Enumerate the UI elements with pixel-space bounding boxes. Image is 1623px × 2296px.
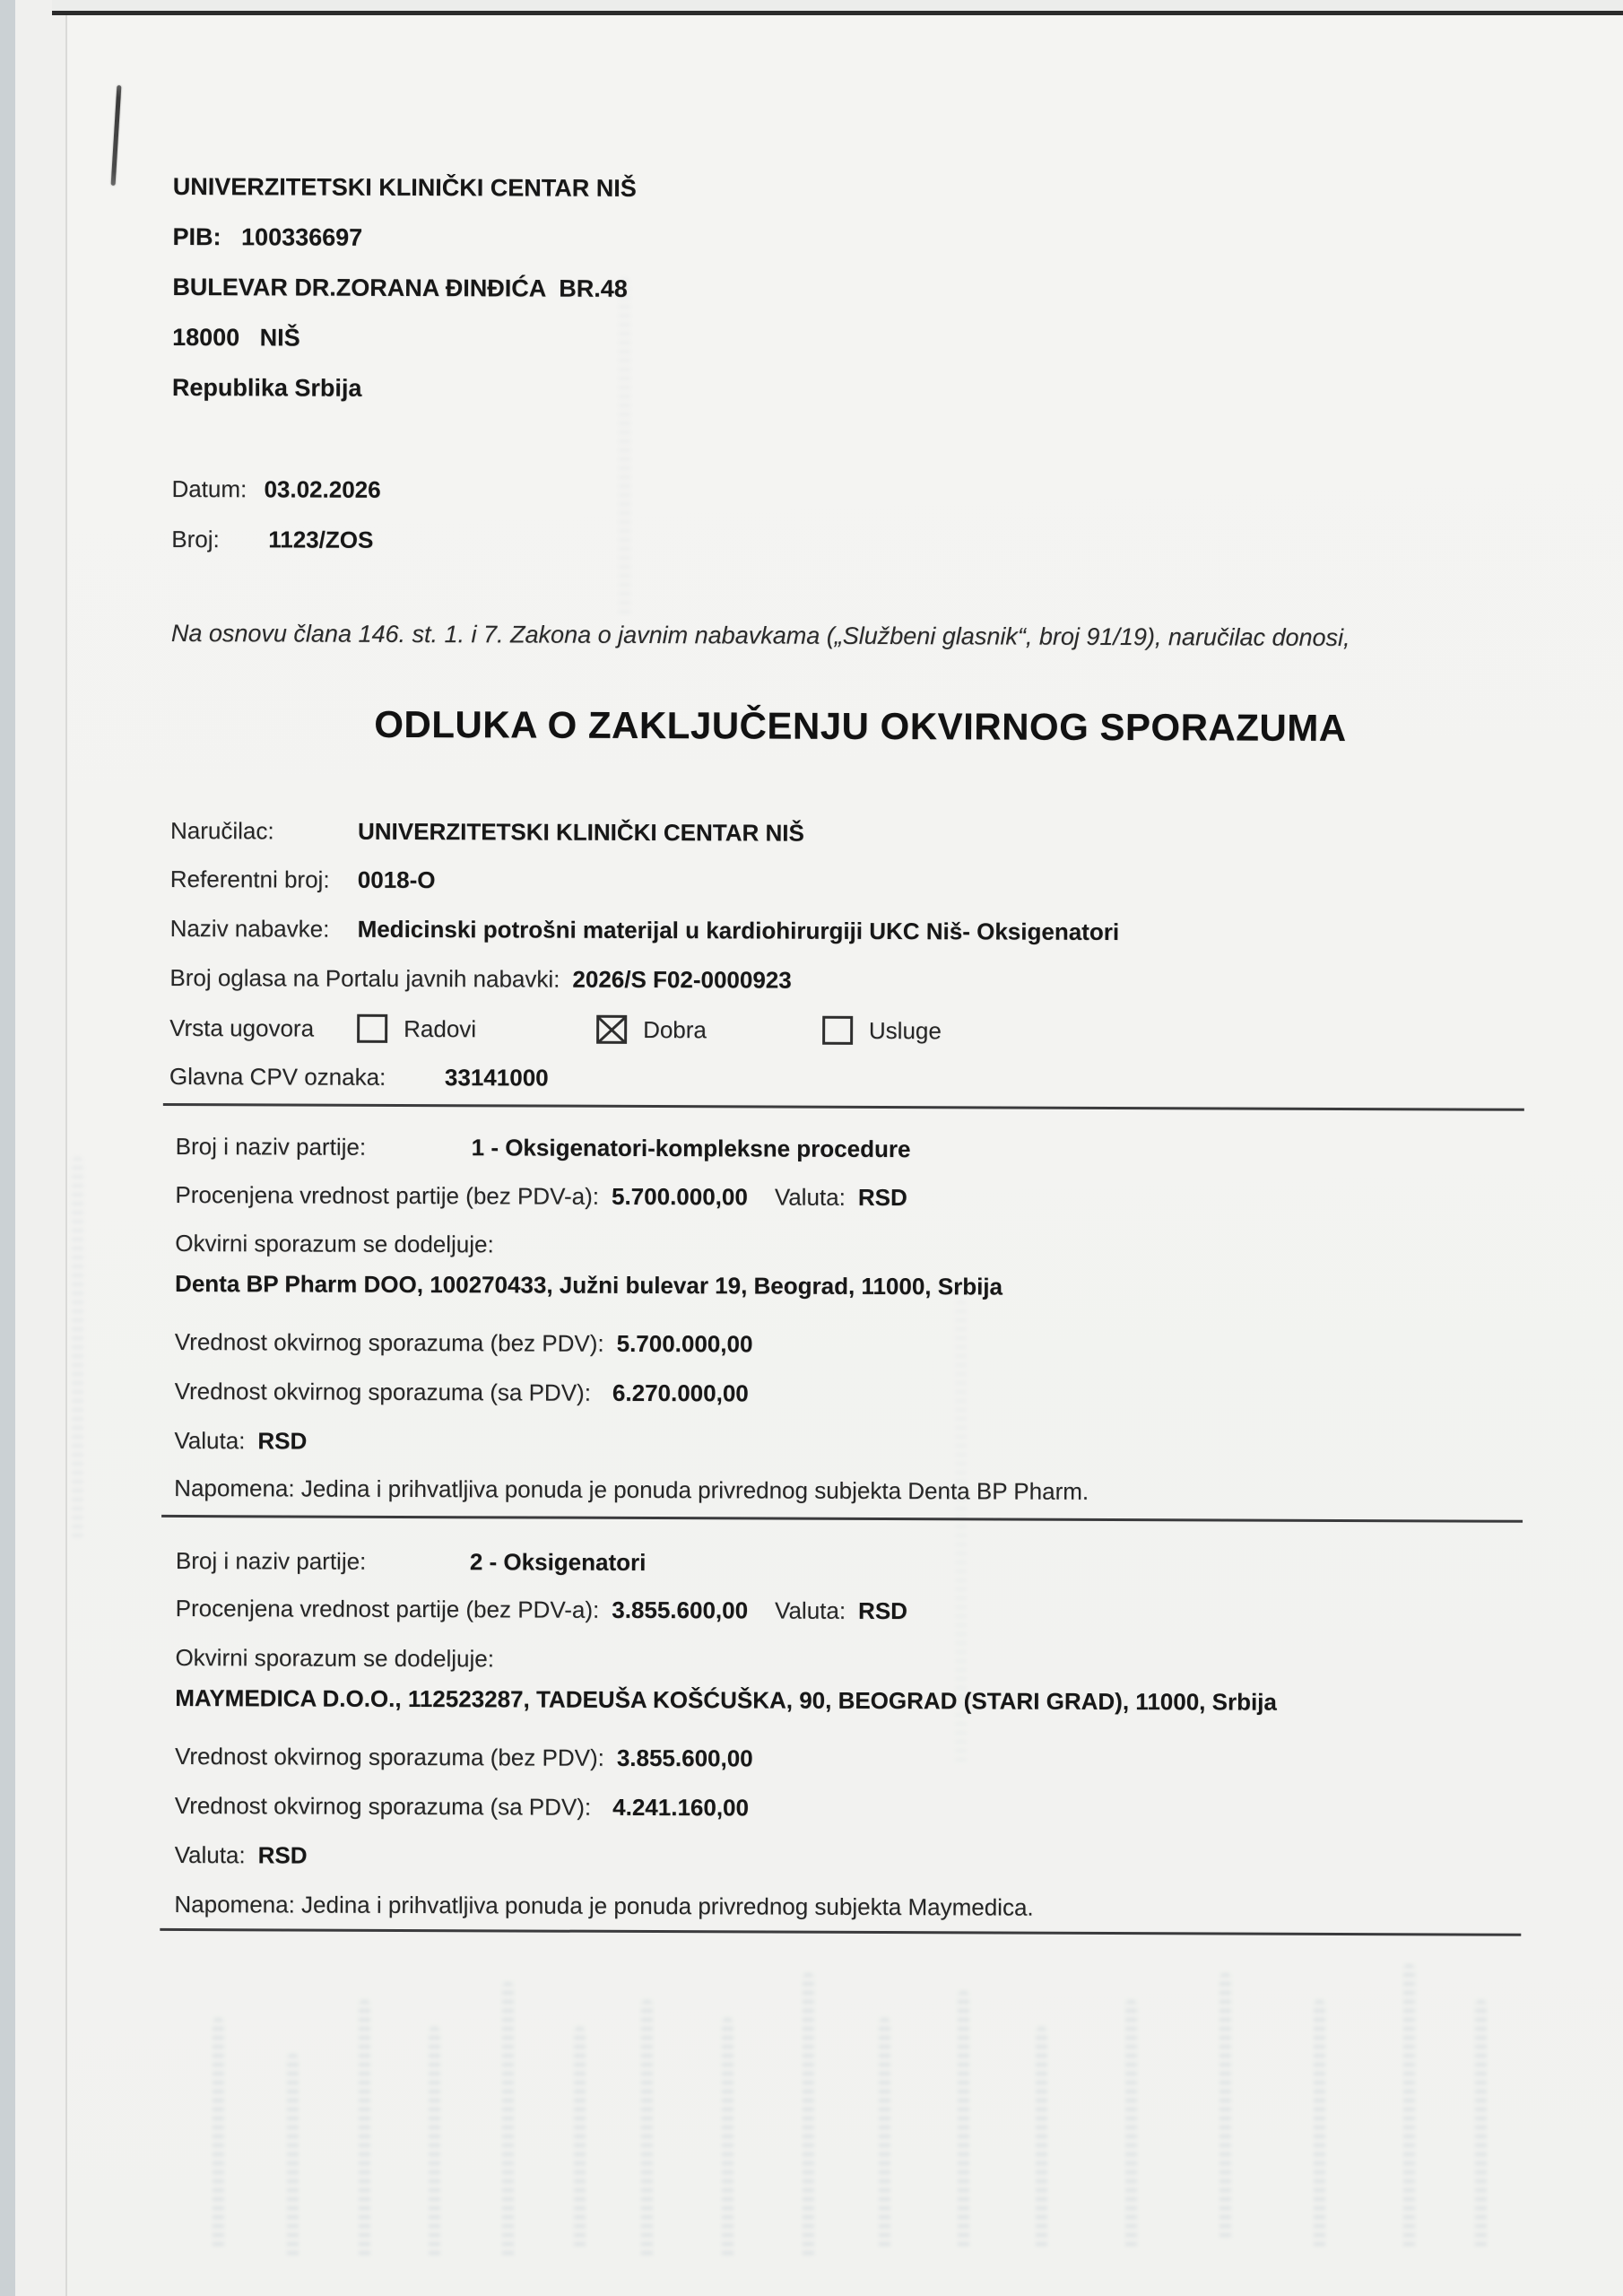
lot-currency2-label: Valuta: — [174, 1426, 246, 1455]
lot-value-incl: 4.241.160,00 — [612, 1793, 750, 1822]
portal-value: 2026/S F02-0000923 — [572, 965, 792, 994]
checkbox-usluge-label: Usluge — [868, 1016, 942, 1045]
lot-currency-label: Valuta: — [774, 1183, 846, 1211]
portal-row — [169, 964, 791, 995]
reference-label: Referentni broj: — [169, 865, 330, 893]
lot-value-excl-row — [175, 1328, 753, 1359]
institution-country: Republika Srbija — [171, 373, 362, 402]
institution-name: UNIVERZITETSKI KLINIČKI CENTAR NIŠ — [172, 172, 637, 202]
checkbox-dobra — [596, 1015, 627, 1044]
lot-currency-value: RSD — [857, 1183, 907, 1212]
page-title: ODLUKA O ZAKLJUČENJU OKVIRNOG SPORAZUMA — [374, 702, 1347, 750]
date-value: 03.02.2026 — [264, 475, 381, 503]
lot-note: Napomena: Jedina i prihvatljiva ponuda je ponuda privrednog subjekta Maymedica. — [174, 1890, 1034, 1921]
lot-value-excl-row — [175, 1743, 753, 1773]
cpv-row — [169, 1063, 549, 1092]
lot-number-row — [176, 1547, 647, 1577]
reference-value: 0018-O — [357, 865, 436, 894]
procurement-row — [170, 915, 1120, 946]
client-value: UNIVERZITETSKI KLINIČKI CENTAR NIŠ — [357, 817, 804, 847]
checkbox-radovi-label: Radovi — [404, 1014, 477, 1043]
reference-row — [170, 865, 436, 894]
lot-number-value: 2 - Oksigenatori — [469, 1548, 647, 1577]
separator-rule — [160, 1928, 1521, 1936]
lot-number-value: 1 - Oksigenatori-kompleksne procedure — [471, 1134, 911, 1163]
lot-award-label: Okvirni sporazum se dodeljuje: — [175, 1229, 494, 1258]
lot-value-excl-label: Vrednost okvirnog sporazuma (bez PDV): — [174, 1327, 604, 1357]
lot-supplier: Denta BP Pharm DOO, 100270433, Južni bulevar 19, Beograd, 11000, Srbija — [175, 1269, 1003, 1300]
lot-value-excl-label: Vrednost okvirnog sporazuma (bez PDV): — [175, 1742, 604, 1771]
lot-note: Napomena: Jedina i prihvatljiva ponuda je ponuda privrednog subjekta Denta BP Pharm. — [174, 1474, 1089, 1505]
lot-value-incl-label: Vrednost okvirnog sporazuma (sa PDV): — [174, 1791, 592, 1821]
lot-value-excl: 5.700.000,00 — [616, 1329, 753, 1358]
institution-postal-city: 18000 NIŠ — [172, 323, 300, 352]
lot-number-label: Broj i naziv partije: — [175, 1546, 367, 1575]
number-label: Broj: — [171, 525, 220, 553]
lot-number-label: Broj i naziv partije: — [175, 1132, 367, 1161]
lot-estimated-row — [176, 1595, 907, 1625]
lot-currency2-label: Valuta: — [174, 1840, 246, 1869]
portal-label: Broj oglasa na Portalu javnih nabavki: — [169, 963, 560, 993]
lot-currency2-value: RSD — [257, 1841, 308, 1869]
institution-address: BULEVAR DR.ZORANA ĐINĐIĆA BR.48 — [172, 273, 628, 302]
lot-supplier: MAYMEDICA D.O.O., 112523287, TADEUŠA KOŠĆUŠKA, 90, BEOGRAD (STARI GRAD), 11000, Srbija — [175, 1683, 1277, 1716]
lot-currency-row — [175, 1841, 308, 1870]
legal-basis: Na osnovu člana 146. st. 1. i 7. Zakona o javnim nabavkama („Službeni glasnik“, broj 91/19), naručilac donosi, — [170, 619, 1350, 652]
lot-estimated-value: 3.855.600,00 — [612, 1596, 749, 1624]
lot-currency-row — [174, 1427, 307, 1456]
lot-value-incl-row — [175, 1378, 749, 1408]
contract-type-label: Vrsta ugovora — [169, 1013, 315, 1042]
date-label: Datum: — [171, 474, 247, 503]
cpv-label: Glavna CPV oznaka: — [169, 1062, 386, 1091]
checkbox-radovi — [357, 1014, 387, 1043]
checkbox-usluge — [822, 1016, 853, 1045]
lot-currency2-value: RSD — [257, 1427, 308, 1455]
procurement-value: Medicinski potrošni materijal u kardiohirurgiji UKC Niš- Oksigenatori — [357, 915, 1120, 946]
number-row — [171, 526, 373, 554]
date-row — [171, 475, 380, 504]
lot-award-label: Okvirni sporazum se dodeljuje: — [175, 1643, 495, 1673]
lot-currency-label: Valuta: — [775, 1596, 846, 1624]
institution-pib: PIB: 100336697 — [172, 222, 363, 251]
lot-value-incl-row — [175, 1792, 749, 1822]
lot-number-row — [176, 1133, 911, 1163]
lot-currency-value: RSD — [858, 1596, 908, 1625]
lot-estimated-row — [175, 1181, 907, 1212]
lot-estimated-label: Procenjena vrednost partije (bez PDV-a): — [175, 1180, 600, 1210]
separator-rule — [163, 1103, 1524, 1111]
lot-value-incl: 6.270.000,00 — [612, 1378, 749, 1407]
client-row — [170, 817, 804, 848]
cpv-value: 33141000 — [444, 1064, 549, 1091]
number-value: 1123/ZOS — [268, 526, 374, 553]
lot-value-incl-label: Vrednost okvirnog sporazuma (sa PDV): — [174, 1377, 592, 1406]
separator-rule — [161, 1515, 1523, 1523]
lot-estimated-value: 5.700.000,00 — [611, 1182, 748, 1211]
lot-value-excl: 3.855.600,00 — [616, 1744, 753, 1772]
client-label: Naručilac: — [169, 816, 274, 845]
lot-estimated-label: Procenjena vrednost partije (bez PDV-a): — [175, 1594, 600, 1623]
checkbox-dobra-label: Dobra — [643, 1015, 707, 1044]
contract-type-row — [169, 1013, 942, 1045]
procurement-label: Naziv nabavke: — [169, 914, 330, 943]
